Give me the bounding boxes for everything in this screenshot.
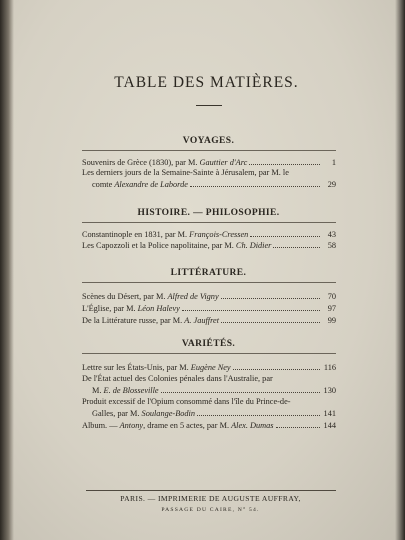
printer-imprint: PARIS. — IMPRIMERIE DE AUGUSTE AUFFRAY,	[120, 494, 301, 503]
page-title: TABLE DES MATIÈRES.	[114, 74, 299, 91]
printer-address: PASSAGE DU CAIRE, N° 54.	[161, 507, 260, 513]
toc-entry: Lettre sur les États-Unis, par M. Eugène Ney 116	[82, 363, 336, 372]
toc-entry: De l'État actuel des Colonies pénales dans l'Australie, par M. E. de Blosseville 130	[82, 374, 336, 395]
toc-entry: De la Littérature russe, par M. A. Jauffret 99	[82, 316, 336, 325]
toc-entry: Constantinople en 1831, par M. François-Cressen 43	[82, 230, 336, 239]
toc-entry: Les derniers jours de la Semaine-Sainte à Jérusalem, par M. le comte Alexandre de Laborde 29	[82, 168, 336, 189]
section-heading-litterature: LITTÉRATURE.	[170, 268, 247, 278]
section-divider	[82, 150, 336, 151]
toc-entry: Album. — Antony, drame en 5 actes, par M. Alex. Dumas 144	[82, 421, 336, 430]
toc-entry: L'Église, par M. Léon Halevy 97	[82, 304, 336, 313]
toc-entry: Scènes du Désert, par M. Alfred de Vigny 70	[82, 292, 336, 301]
section-heading-voyages: VOYAGES.	[182, 136, 235, 146]
footer-divider	[86, 490, 336, 491]
toc-entry: Les Capozzoli et la Police napolitaine, par M. Ch. Didier 58	[82, 241, 336, 250]
section-divider	[82, 353, 336, 354]
title-divider	[196, 105, 222, 106]
section-divider	[82, 222, 336, 223]
section-heading-histoire: HISTOIRE. — PHILOSOPHIE.	[137, 208, 280, 218]
toc-entry: Souvenirs de Grèce (1830), par M. Gauttier d'Arc 1	[82, 158, 336, 167]
section-heading-varietes: VARIÉTÉS.	[181, 339, 236, 349]
section-divider	[82, 282, 336, 283]
toc-entry: Produit excessif de l'Opium consommé dans l'île du Prince-de- Galles, par M. Soulange-Bodin 141	[82, 397, 336, 418]
